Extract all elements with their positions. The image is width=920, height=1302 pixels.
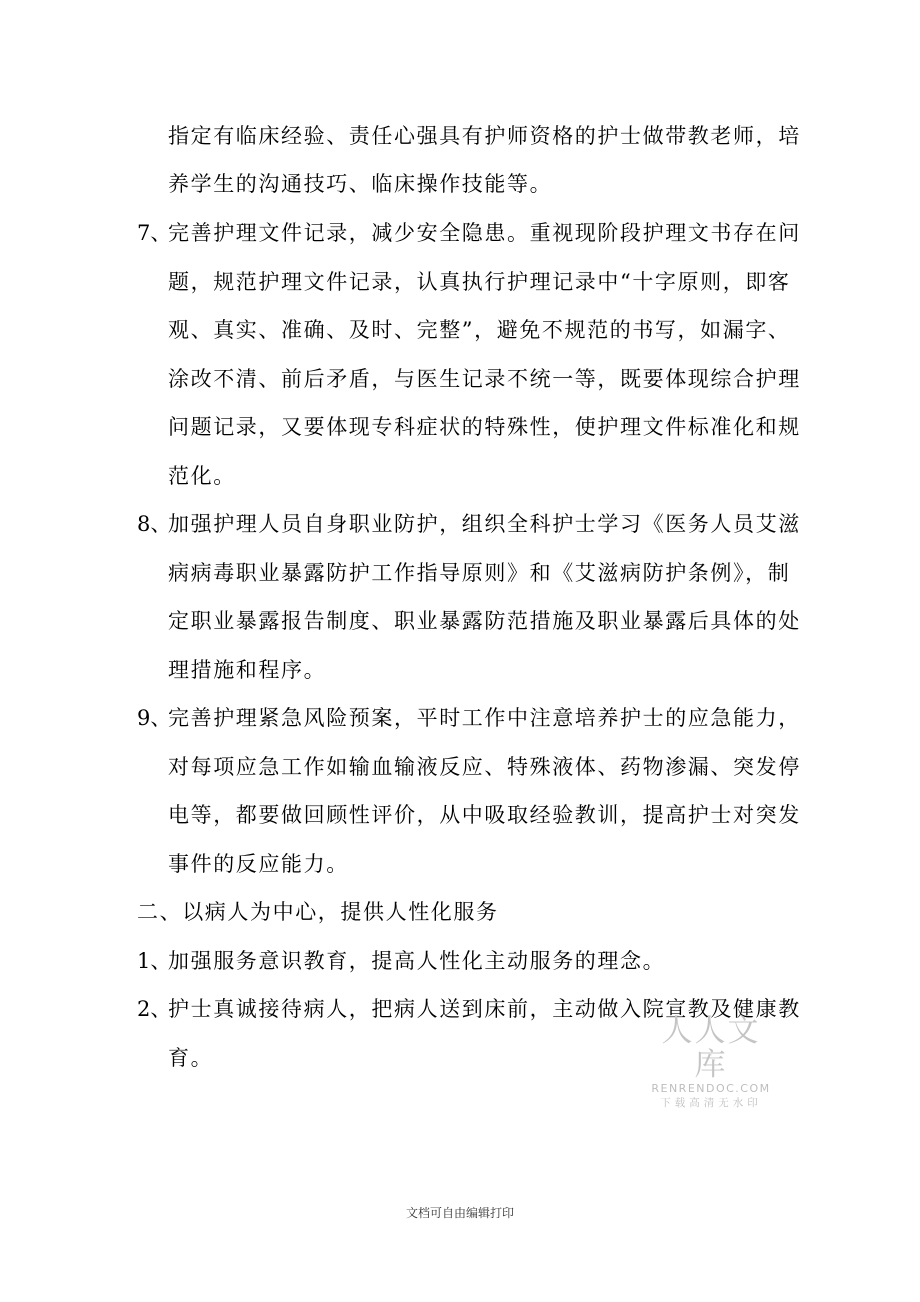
paragraph-line: 定职业暴露报告制度、职业暴露防范措施及职业暴露后具体的处 — [168, 609, 801, 633]
paragraph-line: 涂改不清、前后矛盾，与医生记录不统一等，既要体现综合护理 — [168, 367, 801, 391]
paragraph-line: 观、真实、准确、及时、完整”，避免不规范的书写，如漏字、 — [168, 318, 791, 342]
paragraph-line: 对每项应急工作如输血输液反应、特殊液体、药物渗漏、突发停 — [168, 755, 801, 779]
list-number: 8、 — [137, 512, 172, 536]
list-number: 2、 — [137, 997, 172, 1021]
paragraph-line: 育。 — [168, 1046, 214, 1070]
paragraph-line: 指定有临床经验、责任心强具有护师资格的护士做带教老师，培 — [168, 124, 801, 148]
paragraph-line: 加强服务意识教育，提高人性化主动服务的理念。 — [168, 949, 666, 973]
list-number: 7、 — [137, 221, 172, 245]
paragraph-line: 病病毒职业暴露防护工作指导原则》和《艾滋病防护条例》，制 — [168, 561, 791, 585]
watermark-url: RENRENDOC.COM — [651, 1082, 771, 1095]
paragraph-line: 理措施和程序。 — [168, 658, 327, 682]
list-number: 1、 — [137, 949, 172, 973]
paragraph-line: 加强护理人员自身职业防护，组织全科护士学习《医务人员艾滋 — [168, 512, 801, 536]
paragraph-line: 完善护理紧急风险预案，平时工作中注意培养护士的应急能力， — [168, 706, 801, 730]
paragraph-line: 问题记录，又要体现专科症状的特殊性，使护理文件标准化和规 — [168, 415, 801, 439]
paragraph-line: 电等，都要做回顾性评价，从中吸取经验教训，提高护士对突发 — [168, 803, 801, 827]
page-footer: 文档可自由编辑打印 — [405, 1206, 514, 1220]
paragraph-line: 题，规范护理文件记录，认真执行护理记录中“十字原则，即客 — [168, 270, 791, 294]
watermark — [648, 1014, 774, 1110]
paragraph-line: 护士真诚接待病人，把病人送到床前，主动做入院宣教及健康教 — [168, 997, 801, 1021]
list-number: 9、 — [137, 706, 172, 730]
paragraph-line: 完善护理文件记录，减少安全隐患。重视现阶段护理文书存在问 — [168, 221, 801, 245]
paragraph-line: 范化。 — [168, 464, 236, 488]
watermark-title: 人人文库 — [661, 1013, 761, 1083]
watermark-subtitle: 下载高清无水印 — [660, 1097, 762, 1109]
section-heading: 二、以病人为中心，提供人性化服务 — [137, 900, 499, 924]
paragraph-line: 事件的反应能力。 — [168, 852, 349, 876]
paragraph-line: 养学生的沟通技巧、临床操作技能等。 — [168, 172, 553, 196]
